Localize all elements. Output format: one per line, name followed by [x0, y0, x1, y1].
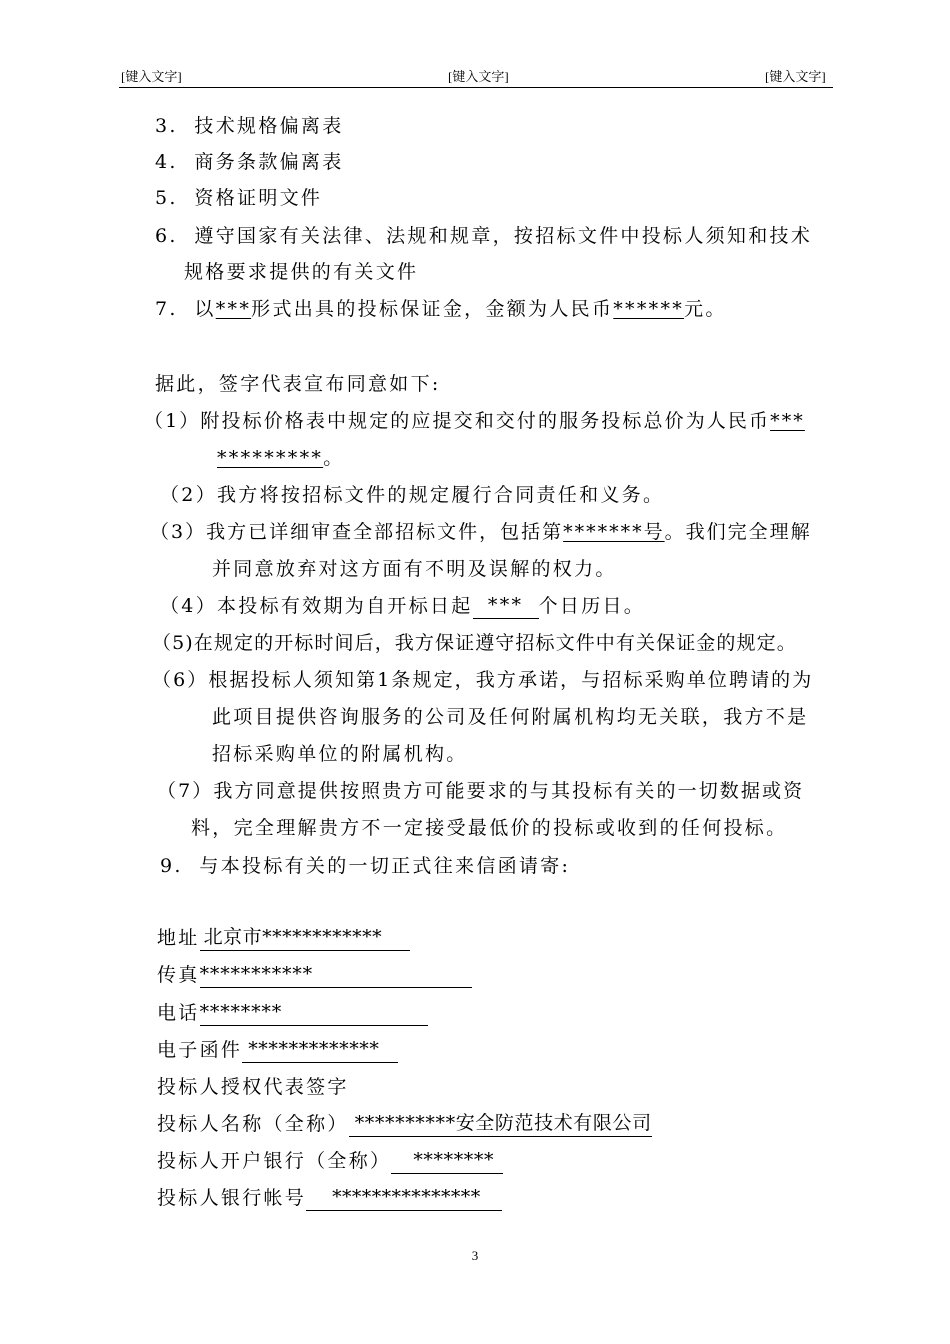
clause-5: （5)在规定的开标时间后，我方保证遵守招标文件中有关保证金的规定。: [152, 632, 797, 654]
page-number: 3: [471, 1248, 479, 1263]
list-item-3: 3. 技术规格偏离表: [155, 115, 344, 137]
bank-row: 投标人开户银行（全称） ********: [157, 1148, 503, 1174]
list-item-4: 4. 商务条款偏离表: [155, 151, 344, 173]
total-price-field-cont: *********: [217, 447, 324, 469]
document-number-field: *******号: [563, 521, 665, 543]
account-row: 投标人银行帐号 ***************: [157, 1185, 502, 1211]
clause-1-continuation: *********。: [217, 447, 345, 469]
clause-1: （1）附投标价格表中规定的应提交和交付的服务投标总价为人民币***: [144, 410, 805, 432]
list-item-7: 7. 以***形式出具的投标保证金，金额为人民币******元。: [155, 298, 727, 320]
bidder-name-field: **********安全防范技术有限公司: [349, 1111, 652, 1137]
email-field: *************: [242, 1037, 398, 1063]
phone-field: ********: [200, 1000, 428, 1026]
clause-3: （3）我方已详细审查全部招标文件，包括第*******号。我们完全理解: [150, 521, 812, 543]
item-9: 9. 与本投标有关的一切正式往来信函请寄:: [160, 855, 571, 877]
clause-2: （2）我方将按招标文件的规定履行合同责任和义务。: [160, 484, 665, 506]
list-item-5: 5. 资格证明文件: [155, 187, 323, 209]
clause-4: （4）本投标有效期为自开标日起 *** 个日历日。: [160, 594, 646, 617]
guarantee-form-field: ***: [215, 298, 252, 320]
validity-days-field: ***: [473, 593, 539, 619]
signature-label: 投标人授权代表签字: [157, 1076, 349, 1098]
clause-3-continuation: 并同意放弃对这方面有不明及误解的权力。: [212, 558, 617, 580]
clause-6: （6）根据投标人须知第1条规定，我方承诺，与招标采购单位聘请的为: [152, 669, 814, 691]
fax-field: ***********: [200, 962, 472, 988]
address-field: 北京市************: [200, 925, 410, 951]
phone-row: 电话********: [157, 1000, 428, 1026]
clause-7: （7）我方同意提供按照贵方可能要求的与其投标有关的一切数据或资: [157, 780, 805, 802]
email-row: 电子函件 *************: [157, 1037, 398, 1063]
guarantee-amount-field: ******: [613, 298, 685, 320]
header-right: [键入文字]: [765, 69, 826, 84]
address-row: 地址 北京市************: [157, 925, 410, 951]
fax-row: 传真***********: [157, 962, 472, 988]
total-price-field: ***: [770, 410, 805, 432]
header-center: [键入文字]: [448, 69, 509, 84]
clause-6-continuation-2: 招标采购单位的附属机构。: [212, 743, 468, 765]
account-field: ***************: [306, 1185, 502, 1211]
clause-7-continuation: 料，完全理解贵方不一定接受最低价的投标或收到的任何投标。: [191, 817, 788, 839]
bank-field: ********: [391, 1148, 503, 1174]
bidder-name-row: 投标人名称（全称） **********安全防范技术有限公司: [157, 1112, 652, 1135]
header-rule: [119, 87, 833, 88]
list-item-6: 6. 遵守国家有关法律、法规和规章，按招标文件中投标人须知和技术: [155, 225, 813, 247]
declaration-intro: 据此，签字代表宣布同意如下:: [155, 373, 441, 395]
clause-6-continuation-1: 此项目提供咨询服务的公司及任何附属机构均无关联，我方不是: [212, 706, 809, 728]
header-left: [键入文字]: [121, 69, 182, 84]
list-item-6-continuation: 规格要求提供的有关文件: [184, 261, 419, 283]
